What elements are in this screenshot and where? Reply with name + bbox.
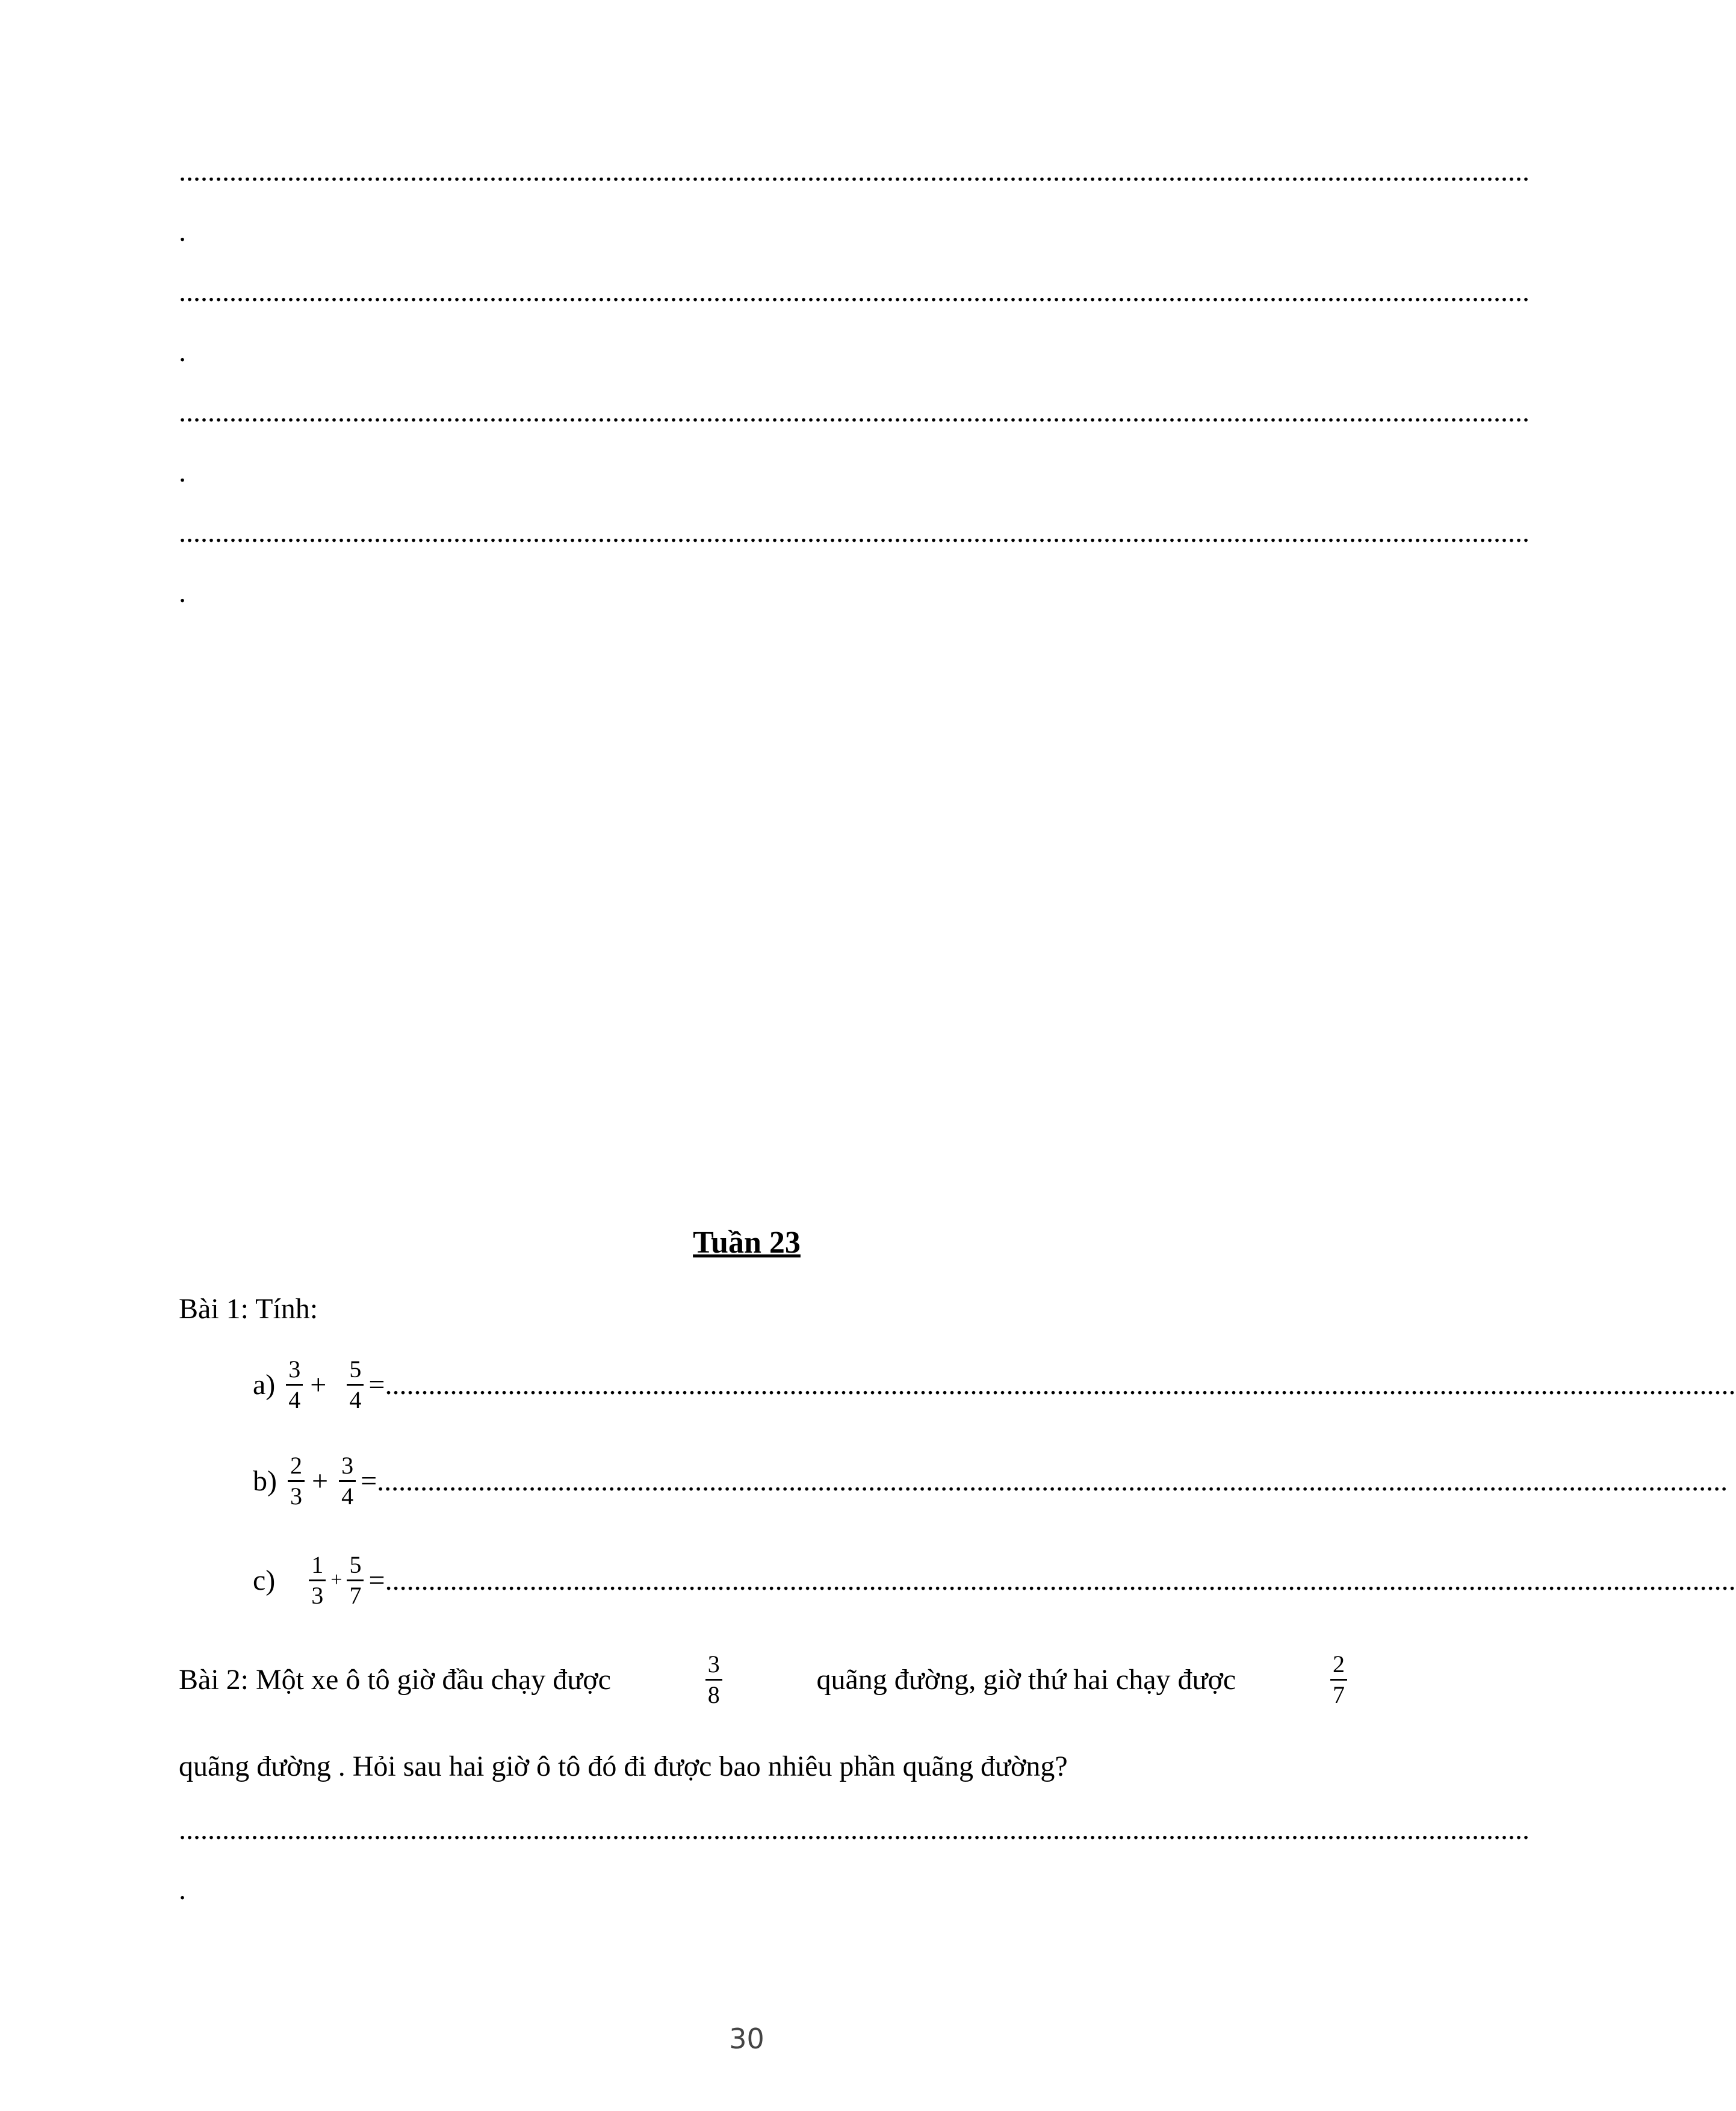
denominator: 3	[311, 1581, 324, 1609]
denominator: 4	[341, 1482, 354, 1510]
bai2-text-2: quãng đường, giờ thứ hai chạy được	[816, 1663, 1236, 1696]
fraction	[1330, 1650, 1347, 1710]
numerator: 3	[339, 1451, 356, 1482]
answer-dots: ...........................................................................................................................................................................................	[385, 1564, 1736, 1596]
numerator: 3	[705, 1650, 722, 1681]
denominator: 4	[288, 1386, 301, 1413]
item-letter: b)	[253, 1465, 277, 1497]
bai2-answer-line: ...........................................................................................................................................................................................	[179, 1814, 1530, 1846]
item-letter: c)	[253, 1564, 276, 1596]
answer-line-3: ...........................................................................................................................................................................................	[179, 396, 1530, 428]
bai2-answer-line-end: .	[179, 1874, 186, 1906]
equals-sign: =	[361, 1465, 377, 1497]
equals-sign: =	[368, 1564, 385, 1596]
numerator: 5	[347, 1551, 364, 1581]
bai2-question-line2: quãng đường . Hỏi sau hai giờ ô tô đó đi được bao nhiêu phần quãng đường?	[179, 1750, 1068, 1782]
answer-dots: ...........................................................................................................................................................................................	[377, 1465, 1728, 1497]
bai1-label: Bài 1: Tính:	[179, 1293, 318, 1325]
bai1-item-a	[253, 1345, 1736, 1424]
fraction	[347, 1355, 364, 1415]
numerator: 5	[347, 1355, 364, 1386]
answer-line-2-end: .	[179, 336, 186, 368]
page-number: 30	[729, 2023, 764, 2055]
bai2-question-line1	[179, 1640, 1350, 1719]
item-letter: a)	[253, 1368, 276, 1401]
answer-line-3-end: .	[179, 456, 186, 488]
bai1-item-c	[253, 1541, 1736, 1619]
denominator: 3	[290, 1482, 302, 1510]
plus-sign: +	[310, 1368, 327, 1401]
denominator: 4	[349, 1386, 362, 1413]
numerator: 1	[309, 1551, 326, 1581]
plus-sign: +	[311, 1465, 329, 1497]
numerator: 2	[1330, 1650, 1347, 1681]
fraction	[288, 1451, 305, 1511]
numerator: 3	[286, 1355, 303, 1386]
numerator: 2	[288, 1451, 305, 1482]
bai2-text-1: Bài 2: Một xe ô tô giờ đầu chạy được	[179, 1663, 611, 1696]
bai1-item-b	[253, 1442, 1728, 1520]
fraction	[286, 1355, 303, 1415]
answer-line-2: ...........................................................................................................................................................................................	[179, 276, 1530, 308]
answer-line-1-end: .	[179, 215, 186, 247]
fraction	[309, 1551, 326, 1610]
answer-line-1: ...........................................................................................................................................................................................	[179, 155, 1530, 187]
denominator: 8	[707, 1681, 720, 1708]
denominator: 7	[1332, 1681, 1345, 1708]
section-title: Tuần 23	[693, 1226, 801, 1260]
fraction	[339, 1451, 356, 1511]
answer-line-4: ...........................................................................................................................................................................................	[179, 516, 1530, 548]
plus-sign: +	[330, 1569, 343, 1591]
denominator: 7	[349, 1581, 362, 1609]
equals-sign: =	[368, 1368, 385, 1401]
fraction	[347, 1551, 364, 1610]
fraction	[705, 1650, 722, 1710]
answer-line-4-end: .	[179, 577, 186, 609]
answer-dots: ...........................................................................................................................................................................................	[385, 1368, 1736, 1401]
